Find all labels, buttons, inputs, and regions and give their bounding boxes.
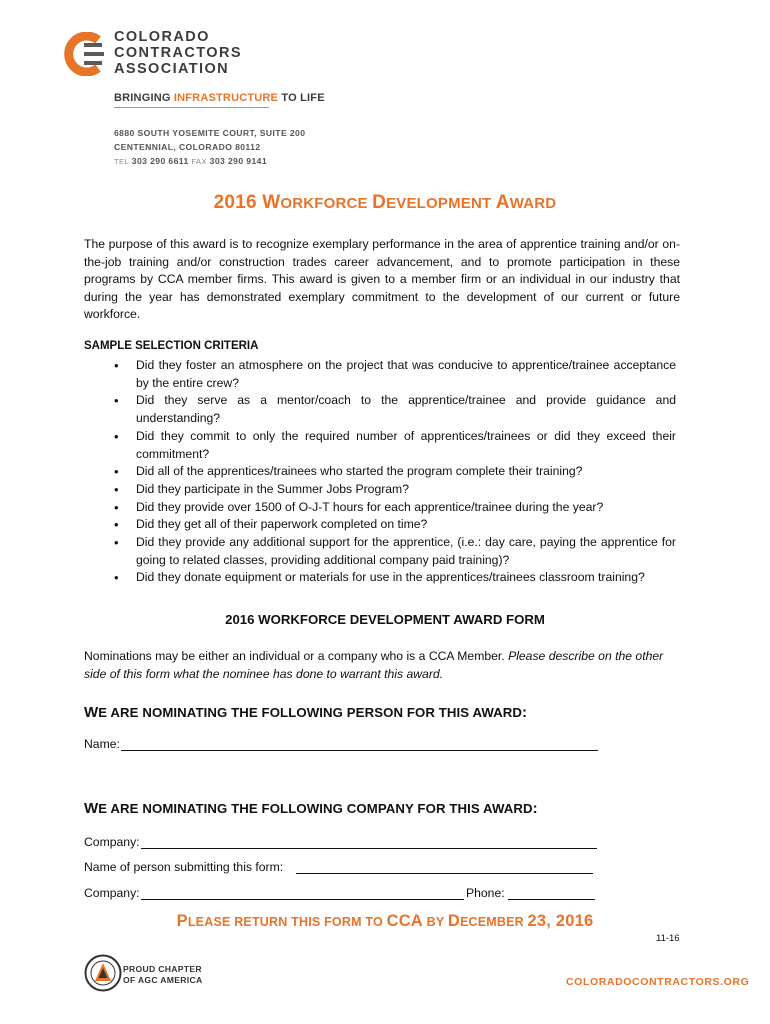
company-section-heading: WE ARE NOMINATING THE FOLLOWING COMPANY FOR THIS AWARD: — [84, 800, 538, 817]
list-item: • Did they participate in the Summer Jobs Program? — [84, 481, 676, 499]
company2-field[interactable] — [141, 885, 464, 900]
company-field[interactable] — [141, 834, 597, 849]
list-item: • Did they serve as a mentor/coach to the apprentice/trainee and provide guidance and understanding? — [84, 392, 676, 427]
organization-name: COLORADO CONTRACTORS ASSOCIATION — [114, 29, 242, 77]
nomination-instructions: Nominations may be either an individual or a company who is a CCA Member. Please describe on the other side of this form what the nominee has done to warrant this award. — [84, 649, 664, 681]
criteria-heading: SAMPLE SELECTION CRITERIA — [84, 340, 259, 352]
criteria-list — [84, 357, 684, 587]
intro-paragraph: The purpose of this award is to recognize exemplary performance in the area of apprentice training and/or on-the-job training and/or construction trades career advancement, and to promote participation in these programs by CCA member firms. This award is given to a member firm or an individual in our industry that during the year has demonstrated exemplary commitment to the development of our current or future workforce. — [84, 237, 680, 322]
cca-logo-icon — [62, 32, 106, 76]
name-label: Name: — [84, 737, 120, 751]
list-item: • Did they commit to only the required number of apprentices/trainees or did they exceed their commitment? — [84, 428, 676, 463]
tagline-divider — [114, 107, 269, 108]
list-item: • Did they donate equipment or materials for use in the apprentices/trainees classroom training? — [84, 569, 676, 587]
list-item: • Did they get all of their paperwork completed on time? — [84, 516, 676, 534]
phone-field[interactable] — [508, 885, 595, 900]
form-heading: 2016 WORKFORCE DEVELOPMENT AWARD FORM — [225, 612, 545, 627]
list-item: • Did they foster an atmosphere on the project that was conducive to apprentice/trainee acceptance by the entire crew? — [84, 357, 676, 392]
company-label: Company: — [84, 835, 140, 849]
website-link[interactable]: COLORADOCONTRACTORS.ORG — [566, 976, 750, 988]
form-code: 11-16 — [656, 933, 680, 944]
submitter-field[interactable] — [296, 859, 593, 874]
list-item: • Did they provide any additional support for the apprentice, (i.e.: day care, paying the apprentice for going to related classes, providing additional company paid training)? — [84, 534, 676, 569]
return-instructions: PLEASE RETURN THIS FORM TO CCA BY DECEMBER 23, 2016 — [176, 912, 594, 930]
tagline: BRINGING INFRASTRUCTURE TO LIFE — [114, 92, 325, 104]
page-title: 2016 WORKFORCE DEVELOPMENT AWARD — [213, 192, 557, 213]
name-field[interactable] — [121, 736, 598, 751]
submitter-label: Name of person submitting this form: — [84, 860, 284, 874]
agc-chapter-label: PROUD CHAPTER OF AGC AMERICA — [123, 964, 203, 985]
person-section-heading: WE ARE NOMINATING THE FOLLOWING PERSON FOR THIS AWARD: — [84, 704, 528, 721]
company2-label: Company: — [84, 886, 140, 900]
phone-label: Phone: — [466, 886, 505, 900]
address-block: 6880 SOUTH YOSEMITE COURT, SUITE 200 CENTENNIAL, COLORADO 80112 TEL 303 290 6611 FAX 303 290 9141 — [114, 128, 306, 166]
agc-seal-icon — [84, 954, 122, 992]
list-item: • Did they provide over 1500 of O-J-T hours for each apprentice/trainee during the year? — [84, 499, 676, 517]
list-item: • Did all of the apprentices/trainees who started the program complete their training? — [84, 463, 676, 481]
